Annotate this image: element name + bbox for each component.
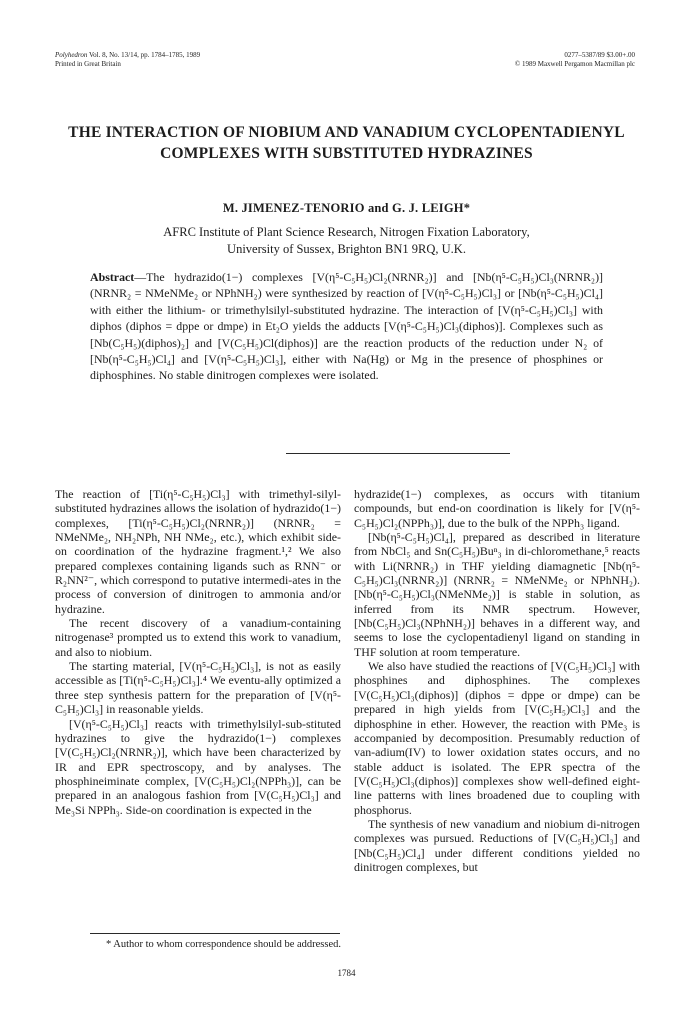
article-code: 0277–5387/89 $3.00+.00: [564, 51, 635, 59]
page-number: 1784: [337, 968, 356, 978]
body-column-left: [55, 487, 341, 817]
affiliation-line-1: AFRC Institute of Plant Science Research, Nitrogen Fixation Laboratory,: [163, 225, 530, 239]
section-divider: [286, 453, 510, 454]
paragraph: [Nb(η⁵-C₅H₅)Cl₄], prepared as described in literature from NbCl₅ and Sn(C₅H₅)Buⁿ₃ in di-chloromethane,⁵ reacts with Li(NRNR₂) in THF yielding diamagnetic [Nb(η⁵-C₅H₅)Cl₃(NRNR₂)] (NRNR₂ = NMeNMe₂ or NPhNH₂). [Nb(η⁵-C₅H₅)Cl₃(NMeNMe₂)] is stable in solution, as inferred from its NMR spectrum. However, [Nb(C₅H₅)Cl₃(NPhNH₂)] behaves in a different way, and seems to lose the cyclopentadienyl ligand on standing in THF solution at room temperature.: [354, 530, 640, 659]
paper-title: THE INTERACTION OF NIOBIUM AND VANADIUM CYCLOPENTADIENYL COMPLEXES WITH SUBSTITUTED HYDRAZINES: [68, 124, 625, 162]
paragraph: hydrazide(1−) complexes, as occurs with titanium compounds, but end-on coordination is likely for [V(η⁵-C₅H₅)Cl₂(NPPh₃)], due to the bulk of the NPPh₃ ligand.: [354, 487, 640, 530]
paragraph: [V(η⁵-C₅H₅)Cl₃] reacts with trimethylsilyl-sub-stituted hydrazines to give the hydrazido(1−) complexes [V(C₅H₅)Cl₂(NRNR₂)], which have been characterized by IR and EPR spectroscopy, and by analyses. The phosphineiminate complex, [V(C₅H₅)Cl₂(NPPh₃)], can be prepared in an analogous fashion from [V(C₅H₅)Cl₃] and Me₃Si NPPh₃. Side-on coordination is expected in the: [55, 716, 341, 817]
abstract-text: —The hydrazido(1−) complexes [V(η⁵-C₅H₅)Cl₂(NRNR₂)] and [Nb(η⁵-C₅H₅)Cl₃(NRNR₂)] (NRNR₂ = NMeNMe₂ or NPhNH₂) were synthesized by reaction of [V(η⁵-C₅H₅)Cl₃] or [Nb(η⁵-C₅H₅)Cl₄] with either the lithium- or trimethylsilyl-substituted hydrazine. The interaction of [V(η⁵-C₅H₅)Cl₃] with diphos (diphos = dppe or dmpe) in Et₂O yields the adducts [V(η⁵-C₅H₅)Cl₃(diphos)]. Complexes such as [Nb(C₅H₅)(diphos)₂] and [V(C₅H₅)Cl(diphos)] are the reaction products of the reduction under N₂ of [Nb(η⁵-C₅H₅)Cl₄] and [V(η⁵-C₅H₅)Cl₃], either with Na(Hg) or Mg in the presence of phosphines or diphosphines. No stable dinitrogen complexes were isolated.: [90, 270, 603, 383]
body-column-right: [354, 487, 640, 874]
paragraph: The starting material, [V(η⁵-C₅H₅)Cl₃], is not as easily accessible as [Ti(η⁵-C₅H₅)Cl₃].⁴ We eventu-ally optimized a three step synthesis pattern for the preparation of [V(η⁵-C₅H₅)Cl₃] in reasonable yields.: [55, 659, 341, 717]
printed-in: Printed in Great Britain: [55, 60, 121, 68]
paragraph: The synthesis of new vanadium and niobium di-nitrogen complexes was pursued. Reductions of [V(C₅H₅)Cl₃] and [Nb(C₅H₅)Cl₄] under different conditions yielded no dinitrogen complexes, but: [354, 816, 640, 874]
footnote-divider: [90, 933, 340, 934]
copyright-line: © 1989 Maxwell Pergamon Macmillan plc: [514, 60, 635, 68]
journal-citation: Vol. 8, No. 13/14, pp. 1784–1785, 1989: [87, 51, 201, 59]
journal-name: Polyhedron: [55, 51, 88, 59]
affiliation: [60, 224, 633, 258]
paragraph: The reaction of [Ti(η⁵-C₅H₅)Cl₃] with trimethyl-silyl-substituted hydrazines allows the isolation of hydrazido(1−) complexes, [Ti(η⁵-C₅H₅)Cl₂(NRNR₂)] (NRNR₂ = NMeNMe₂, NH₂NPh, NH NMe₂, etc.), which exhibit side-on coordination of the hydrazine fragment.¹,² We also prepared complexes containing ligands such as RNN⁻ or R₂NN²⁻, which correspond to putative intermedi-ates in the process of conversion of dinitrogen to ammonia and/or hydrazine.: [55, 487, 341, 616]
paragraph: We also have studied the reactions of [V(C₅H₅)Cl₃] with phosphines and diphosphines. The complexes [V(C₅H₅)Cl₃(diphos)] (diphos = dppe or dmpe) can be prepared in high yields from [V(C₅H₅)Cl₃] and the diphosphine in ether. However, the reaction with PMe₃ is accompanied by decomposition. Presumably reduction of van-adium(IV) to lower oxidation states occurs, and no stable adduct is isolated. The EPR spectra of the [V(C₅H₅)Cl₃(diphos)] complexes show well-defined eight-line patterns with lines broadened due to coupling with phosphorus.: [354, 659, 640, 817]
author-list: M. JIMENEZ-TENORIO and G. J. LEIGH*: [222, 201, 471, 215]
abstract-label: Abstract: [90, 270, 135, 284]
affiliation-line-2: University of Sussex, Brighton BN1 9RQ, U.K.: [227, 242, 466, 256]
footnote: * Author to whom correspondence should be addressed.: [105, 939, 341, 950]
running-header-left: [55, 51, 200, 69]
running-header-right: [515, 51, 635, 69]
paragraph: The recent discovery of a vanadium-containing nitrogenase³ prompted us to extend this work to vanadium, and also to niobium.: [55, 616, 341, 659]
abstract: [90, 269, 603, 384]
